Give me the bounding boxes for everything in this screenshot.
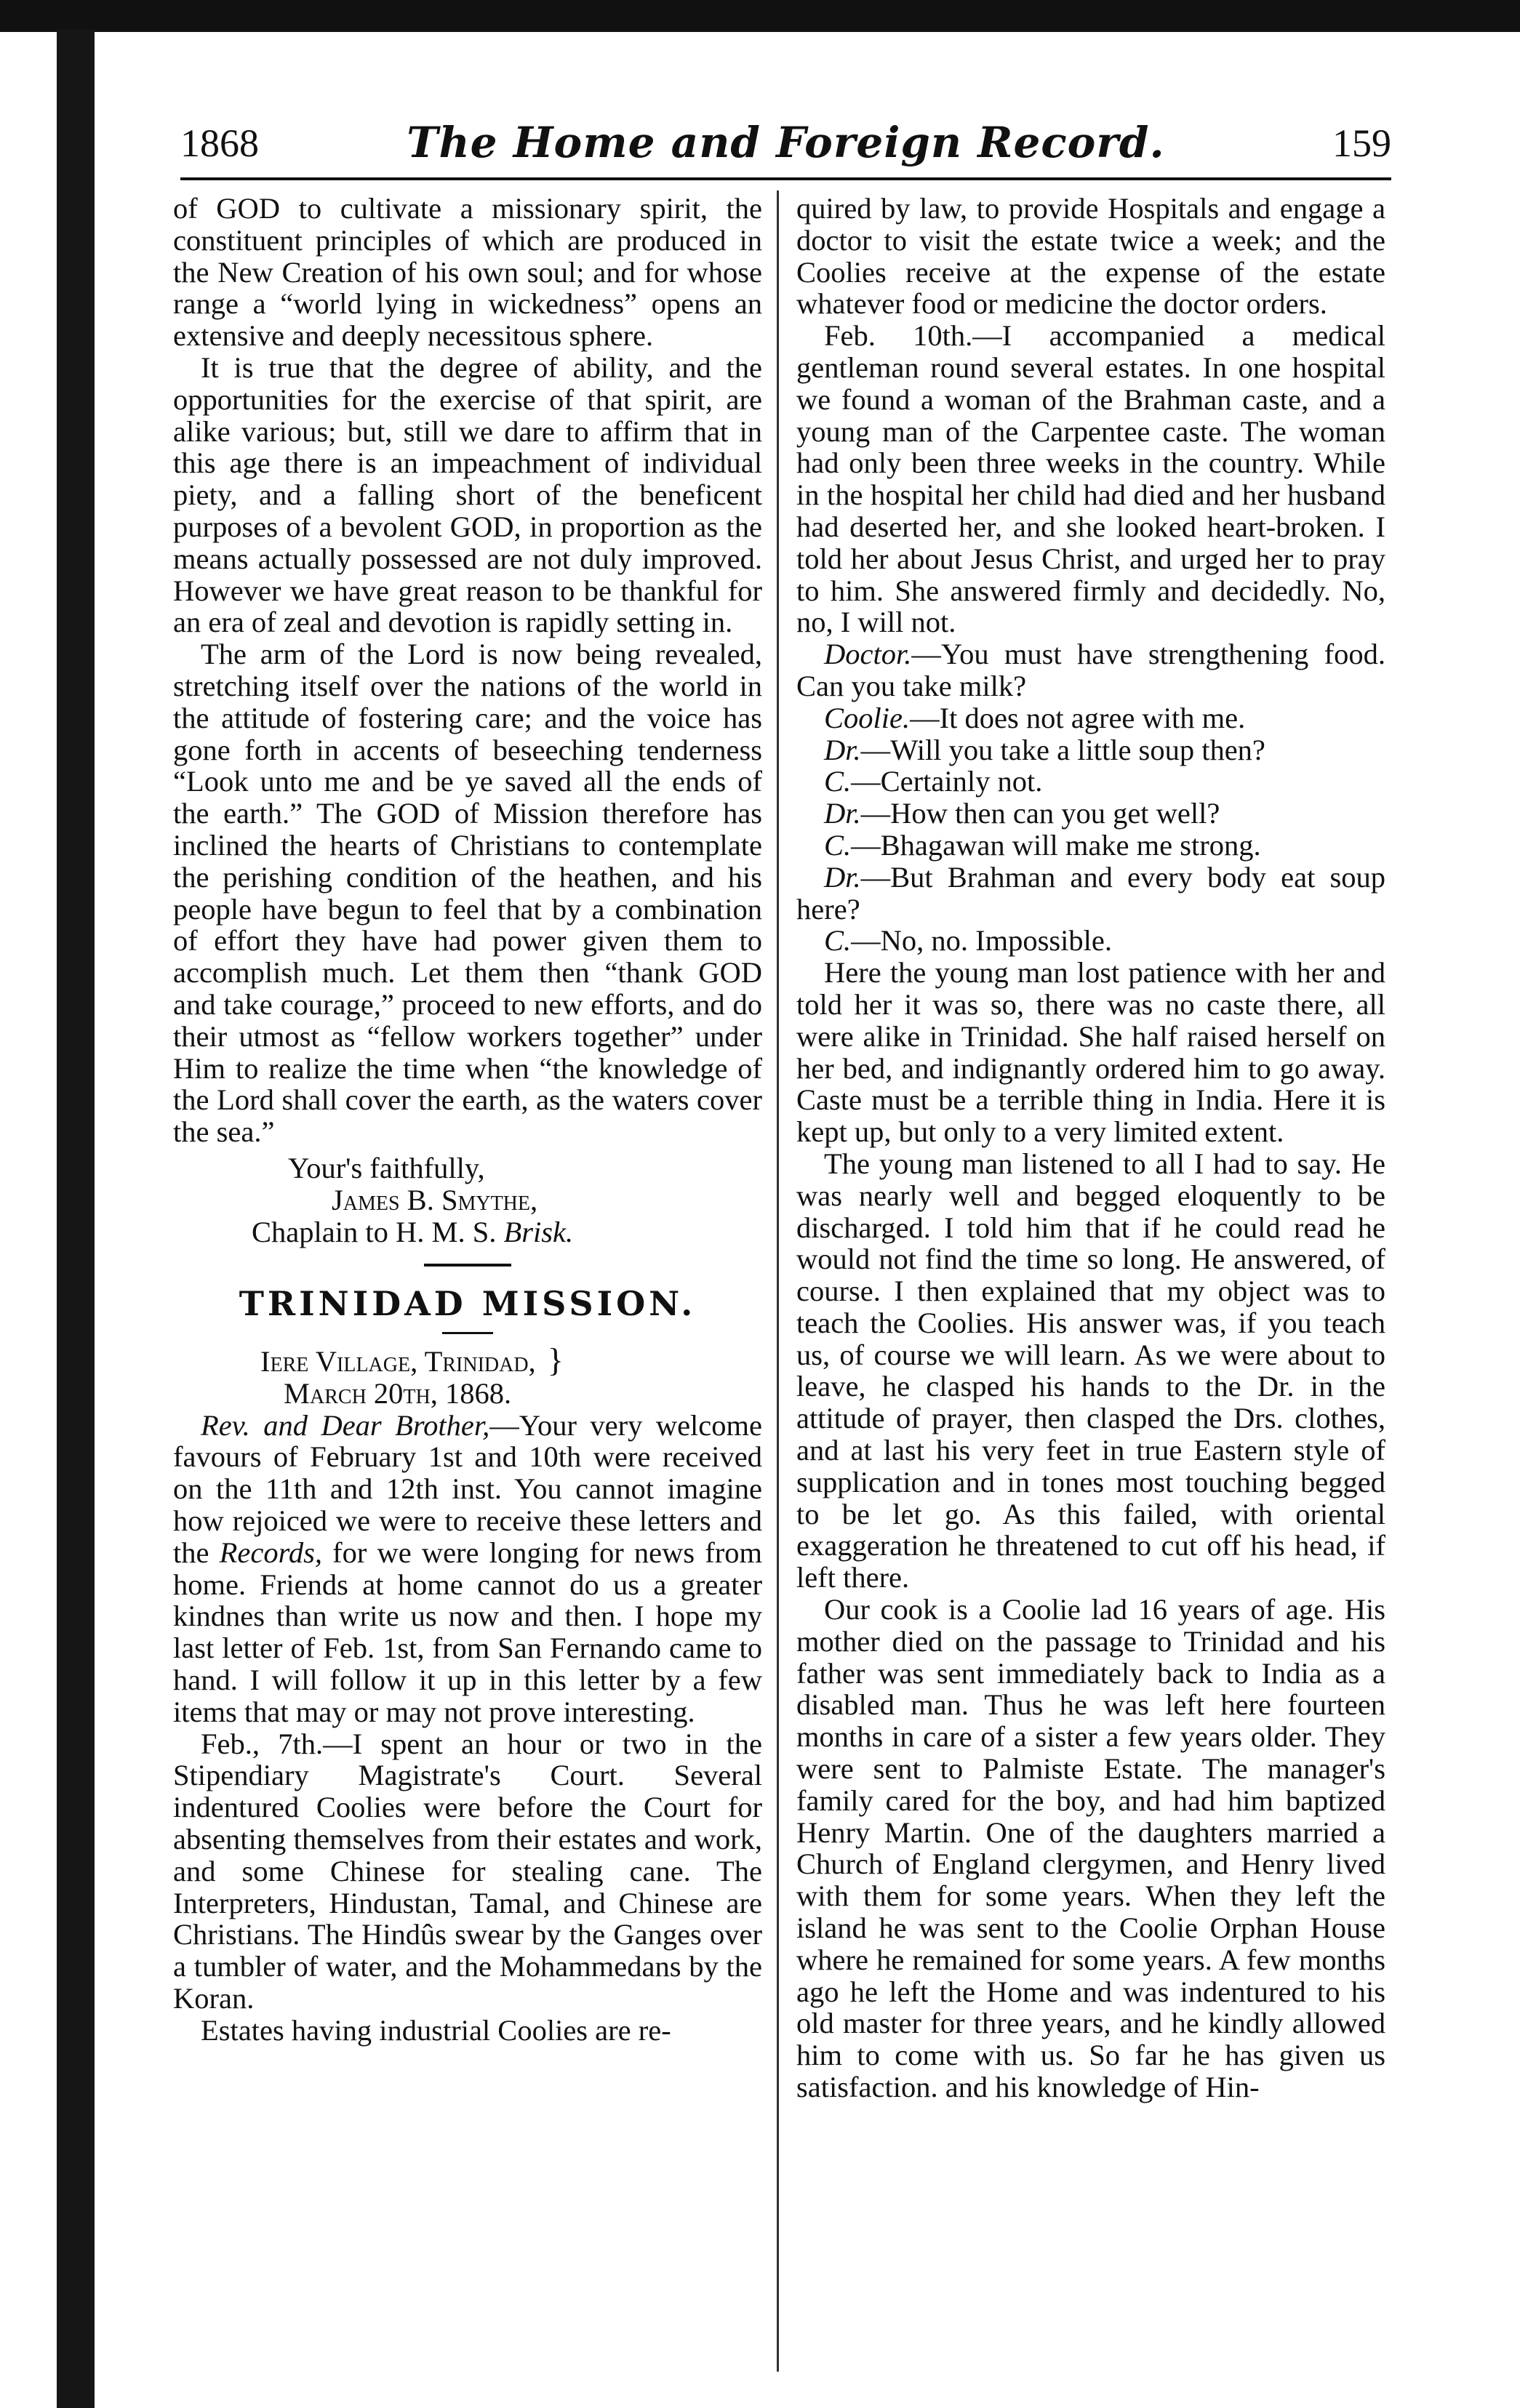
dialogue-text: —Bhagawan will make me strong.	[851, 828, 1261, 862]
binding-edge-bar	[57, 29, 95, 2408]
title-underline	[442, 1332, 493, 1334]
signature-role	[173, 1216, 762, 1248]
dialogue-line	[796, 798, 1385, 830]
speaker: Doctor.	[824, 638, 912, 671]
paragraph: of GOD to cultivate a missionary spirit, the constituent principles of which are produced in the New Creation of his own soul; and for whose range a “world lying in wickedness” opens an extensive and deeply necessitous sphere.	[173, 192, 762, 353]
paragraph: Feb., 7th.—I spent an hour or two in the Stipendiary Magistrate's Court. Several indentured Coolies were before the Court for absenting themselves from their estates and work, and some Chinese for stealing cane. The Interpreters, Hindustan, Tamal, and Chinese are Christians. The Hindûs swear by the Ganges over a tumbler of water, and the Mohammedans by the Koran.	[173, 1727, 762, 2015]
dialogue-line	[796, 734, 1385, 766]
section-separator	[424, 1264, 511, 1267]
brace-mark: }	[547, 1341, 564, 1379]
dateline-place	[173, 1341, 762, 1379]
records-title: Records,	[219, 1536, 322, 1569]
dialogue-text: —But Brahman and every body eat soup here?	[796, 860, 1385, 926]
page-number: 159	[1332, 121, 1391, 165]
dateline-line1: Iere Village, Trinidad,	[260, 1345, 536, 1378]
dialogue-line	[796, 702, 1385, 734]
paragraph: quired by law, to provide Hospitals and engage a doctor to visit the estate twice a week; and the Coolies receive at the expense of the estate whatever food or medicine the doctor orders.	[796, 192, 1385, 321]
signature-name: James B. Smythe,	[332, 1183, 538, 1216]
dialogue-line	[796, 862, 1385, 926]
dialogue-line	[796, 830, 1385, 862]
section-title: TRINIDAD MISSION.	[239, 1284, 697, 1324]
dialogue-text: —Will you take a little soup then?	[860, 733, 1265, 766]
speaker: Dr.	[824, 797, 861, 830]
header-year: 1868	[180, 121, 259, 165]
signature-role-text: Chaplain to H. M. S.	[252, 1215, 497, 1248]
dialogue-text: —How then can you get well?	[860, 797, 1220, 830]
letter-opening	[173, 1410, 762, 1728]
page-header	[180, 108, 1391, 180]
header-rule	[180, 177, 1391, 180]
dialogue-text: —No, no. Impossible.	[851, 924, 1113, 958]
speaker: C.	[824, 828, 852, 862]
dialogue-text: —You must have strengthening food. Can you take milk?	[796, 638, 1385, 702]
speaker: C.	[824, 765, 852, 798]
letter-text-cont: for we were longing for news from home. Friends at home cannot do us a greater kindnes than write us now and then. I hope my last letter of Feb. 1st, from San Fernando came to hand. I will follow it up in this letter by a few items that may or may not prove interesting.	[173, 1536, 762, 1728]
dialogue-line	[796, 925, 1385, 957]
letter-text: —Your very welcome favours of February 1st and 10th were received on the 11th and 12th inst. You cannot imagine how rejoiced we were to receive these letters and the	[173, 1408, 763, 1569]
dialogue-text: —Certainly not.	[851, 765, 1043, 798]
signature-ship: Brisk.	[503, 1215, 574, 1248]
paragraph: Feb. 10th.—I accompanied a medical gentleman round several estates. In one hospital we found a woman of the Brahman caste, and a young man of the Carpentee caste. The woman had only been three weeks in the country. While in the hospital her child had died and her husband had deserted her, and she looked heart-broken. I told her about Jesus Christ, and urged her to pray to him. She answered firmly and decidedly. No, no, I will not.	[796, 319, 1385, 639]
paragraph: The arm of the Lord is now being revealed, stretching itself over the nations of the world in the attitude of fostering care; and the voice has gone forth in accents of beseeching tenderness “Look unto me and be ye saved all the ends of the earth.” The GOD of Mission therefore has inclined the hearts of Christians to contemplate the perishing condition of the heathen, and his people have begun to feel that by a combination of effort they have had power given them to accomplish much. Let them then “thank GOD and take courage,” proceed to new efforts, and do their utmost as “fellow workers together” under Him to realize the time when “the knowledge of the Lord shall cover the earth, as the waters cover the sea.”	[173, 638, 762, 1149]
paragraph: The young man listened to all I had to say. He was nearly well and begged eloquently to be discharged. I told him that if he could read he would not find the time so long. He answered, of course. I then explained that my object was to teach the Coolies. His answer was, if you teach us, of course we will learn. As we were about to leave, he clasped his hands to the Dr. in the attitude of prayer, then clasped the Drs. clothes, and at last his very feet in true Eastern style of supplication and in tones most touching begged to be let go. As this failed, with oriental exaggeration he threatened to cut off his head, if left there.	[796, 1147, 1385, 1594]
dialogue-text: —It does not agree with me.	[910, 701, 1246, 734]
left-column	[173, 193, 762, 2047]
salutation: Rev. and Dear Brother,	[201, 1408, 490, 1442]
journal-title: The Home and Foreign Record.	[407, 118, 1165, 167]
speaker: C.	[824, 924, 852, 958]
speaker: Coolie.	[824, 701, 911, 734]
speaker: Dr.	[824, 860, 861, 894]
column-divider	[777, 190, 779, 2372]
paragraph: Our cook is a Coolie lad 16 years of age. His mother died on the passage to Trinidad and his father was sent immediately back to India as a disabled man. Thus he was left here fourteen months in care of a sister a few years older. They were sent to Palmiste Estate. The manager's family cared for the boy, and had him baptized Henry Martin. One of the daughters married a Church of England clergymen, and Henry lived with them for some years. When they left the island he was sent to the Coolie Orphan House where he remained for some years. A few months ago he left the Home and was indentured to his old master for three years, and he kindly allowed him to come with us. So far he has given us satisfaction. and his knowledge of Hin-	[796, 1593, 1385, 2104]
paragraph: Estates having industrial Coolies are re-	[201, 2013, 671, 2047]
top-border-bar	[0, 0, 1520, 32]
dialogue-line	[796, 766, 1385, 798]
signature-closing: Your's faithfully,	[288, 1151, 485, 1184]
dateline-date: March 20th, 1868.	[284, 1376, 512, 1410]
right-column	[796, 193, 1385, 2103]
paragraph: It is true that the degree of ability, and the opportunities for the exercise of that spirit, are alike various; but, still we dare to affirm that in this age there is an impeachment of individual piety, and a falling short of the beneficent purposes of a bevolent GOD, in proportion as the means actually possessed are not duly improved. However we have great reason to be thankful for an era of zeal and devotion is rapidly setting in.	[173, 350, 762, 639]
speaker: Dr.	[824, 733, 861, 766]
paragraph: Here the young man lost patience with her and told her it was so, there was no caste there, all were alike in Trinidad. She half raised herself on her bed, and indignantly ordered him to go away. Caste must be a terrible thing in India. Here it is kept up, but only to a very limited extent.	[796, 956, 1385, 1149]
dialogue-line	[796, 638, 1385, 702]
